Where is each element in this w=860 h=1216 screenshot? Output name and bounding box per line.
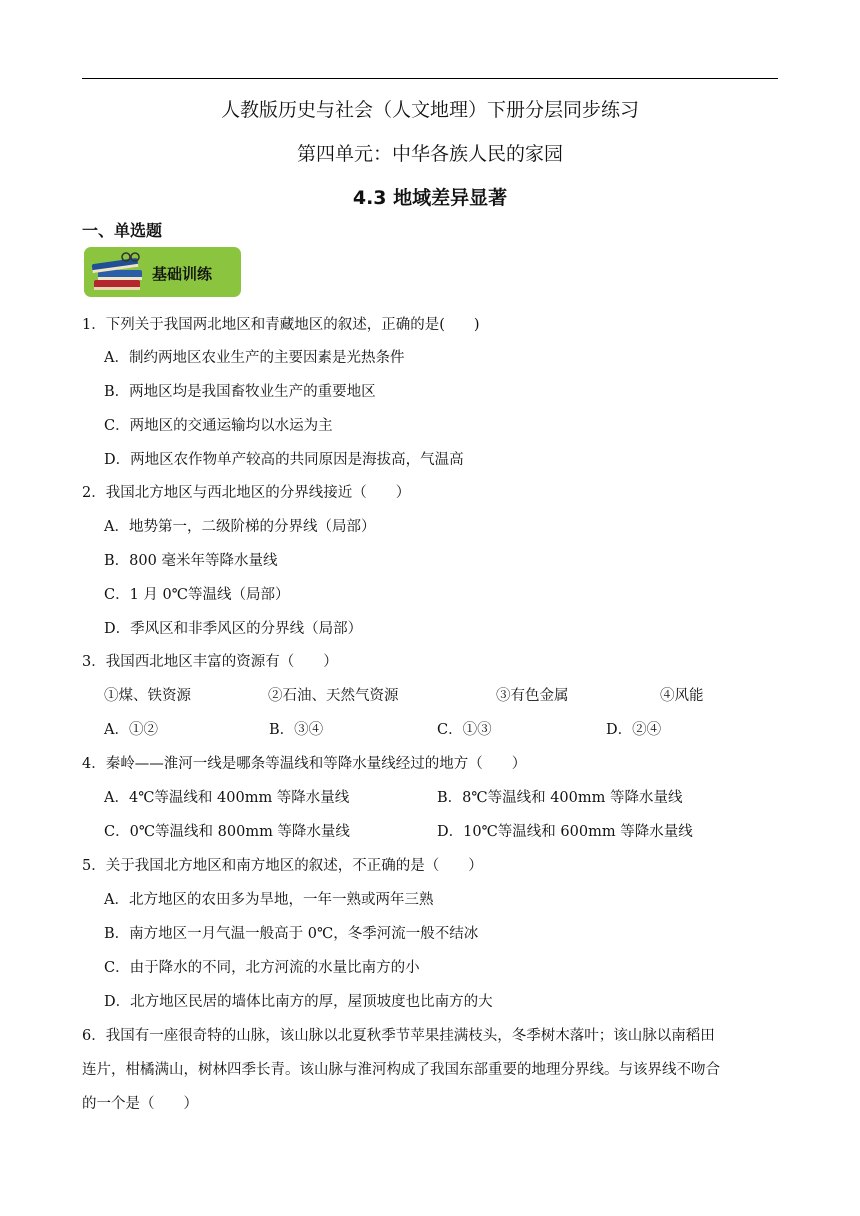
lesson-title: 4.3 地域差异显著 bbox=[352, 187, 508, 209]
question-5-option-d: D．北方地区民居的墙体比南方的厚，屋顶坡度也比南方的大 bbox=[104, 994, 493, 1010]
question-4-option-b: B．8℃等温线和 400mm 等降水量线 bbox=[437, 790, 683, 806]
question-3-option-a: A．①② bbox=[104, 722, 158, 738]
question-6-stem-line-3: 的一个是（ ） bbox=[82, 1096, 198, 1112]
question-4-option-d: D．10℃等温线和 600mm 等降水量线 bbox=[437, 824, 693, 840]
question-5-stem: 5．关于我国北方地区和南方地区的叙述，不正确的是（ ） bbox=[82, 858, 483, 874]
question-2-stem: 2．我国北方地区与西北地区的分界线接近（ ） bbox=[82, 485, 411, 501]
question-4-option-c: C．0℃等温线和 800mm 等降水量线 bbox=[104, 824, 350, 840]
badge-label: 基础训练 bbox=[152, 265, 213, 283]
question-6-stem-line-2: 连片，柑橘满山，树林四季长青。该山脉与淮河构成了我国东部重要的地理分界线。与该界线不吻合 bbox=[82, 1062, 720, 1078]
question-4-stem: 4．秦岭——淮河一线是哪条等温线和等降水量线经过的地方（ ） bbox=[82, 756, 527, 772]
question-3-item-1: ①煤、铁资源 bbox=[104, 688, 191, 704]
question-3-option-b: B．③④ bbox=[269, 722, 324, 738]
question-4-option-a: A．4℃等温线和 400mm 等降水量线 bbox=[104, 790, 350, 806]
question-1-option-c: C．两地区的交通运输均以水运为主 bbox=[104, 418, 333, 434]
question-2-option-b: B．800 毫米年等降水量线 bbox=[104, 553, 278, 569]
question-5-option-c: C．由于降水的不同，北方河流的水量比南方的小 bbox=[104, 960, 420, 976]
worksheet-title: 人教版历史与社会（人文地理）下册分层同步练习 bbox=[220, 99, 639, 121]
question-1-option-b: B．两地区均是我国畜牧业生产的重要地区 bbox=[104, 384, 376, 400]
basic-training-badge bbox=[84, 247, 241, 297]
question-1-option-a: A．制约两地区农业生产的主要因素是光热条件 bbox=[104, 350, 405, 366]
question-3-stem: 3．我国西北地区丰富的资源有（ ） bbox=[82, 654, 338, 670]
question-2-option-c: C．1 月 0℃等温线（局部） bbox=[104, 587, 290, 603]
question-5-option-a: A．北方地区的农田多为旱地，一年一熟或两年三熟 bbox=[104, 892, 434, 908]
question-5-option-b: B．南方地区一月气温一般高于 0℃，冬季河流一般不结冰 bbox=[104, 926, 479, 942]
question-2-option-d: D．季风区和非季风区的分界线（局部） bbox=[104, 621, 363, 637]
question-1-option-d: D．两地区农作物单产较高的共同原因是海拔高，气温高 bbox=[104, 452, 464, 468]
books-icon bbox=[90, 250, 154, 294]
question-6-stem-line-1: 6．我国有一座很奇特的山脉，该山脉以北夏秋季节苹果挂满枝头，冬季树木落叶；该山脉以南稻田 bbox=[82, 1028, 715, 1044]
question-3-item-4: ④风能 bbox=[660, 688, 704, 704]
question-2-option-a: A．地势第一，二级阶梯的分界线（局部） bbox=[104, 519, 376, 535]
section-heading: 一、单选题 bbox=[82, 221, 163, 240]
question-3-item-3: ③有色金属 bbox=[496, 688, 569, 704]
question-3-option-c: C．①③ bbox=[437, 722, 492, 738]
question-3-item-2: ②石油、天然气资源 bbox=[268, 688, 399, 704]
question-1-stem: 1．下列关于我国两北地区和青藏地区的叙述，正确的是( ) bbox=[82, 317, 480, 333]
question-3-option-d: D．②④ bbox=[606, 722, 662, 738]
header-rule bbox=[82, 78, 778, 79]
unit-title: 第四单元：中华各族人民的家园 bbox=[296, 143, 563, 165]
